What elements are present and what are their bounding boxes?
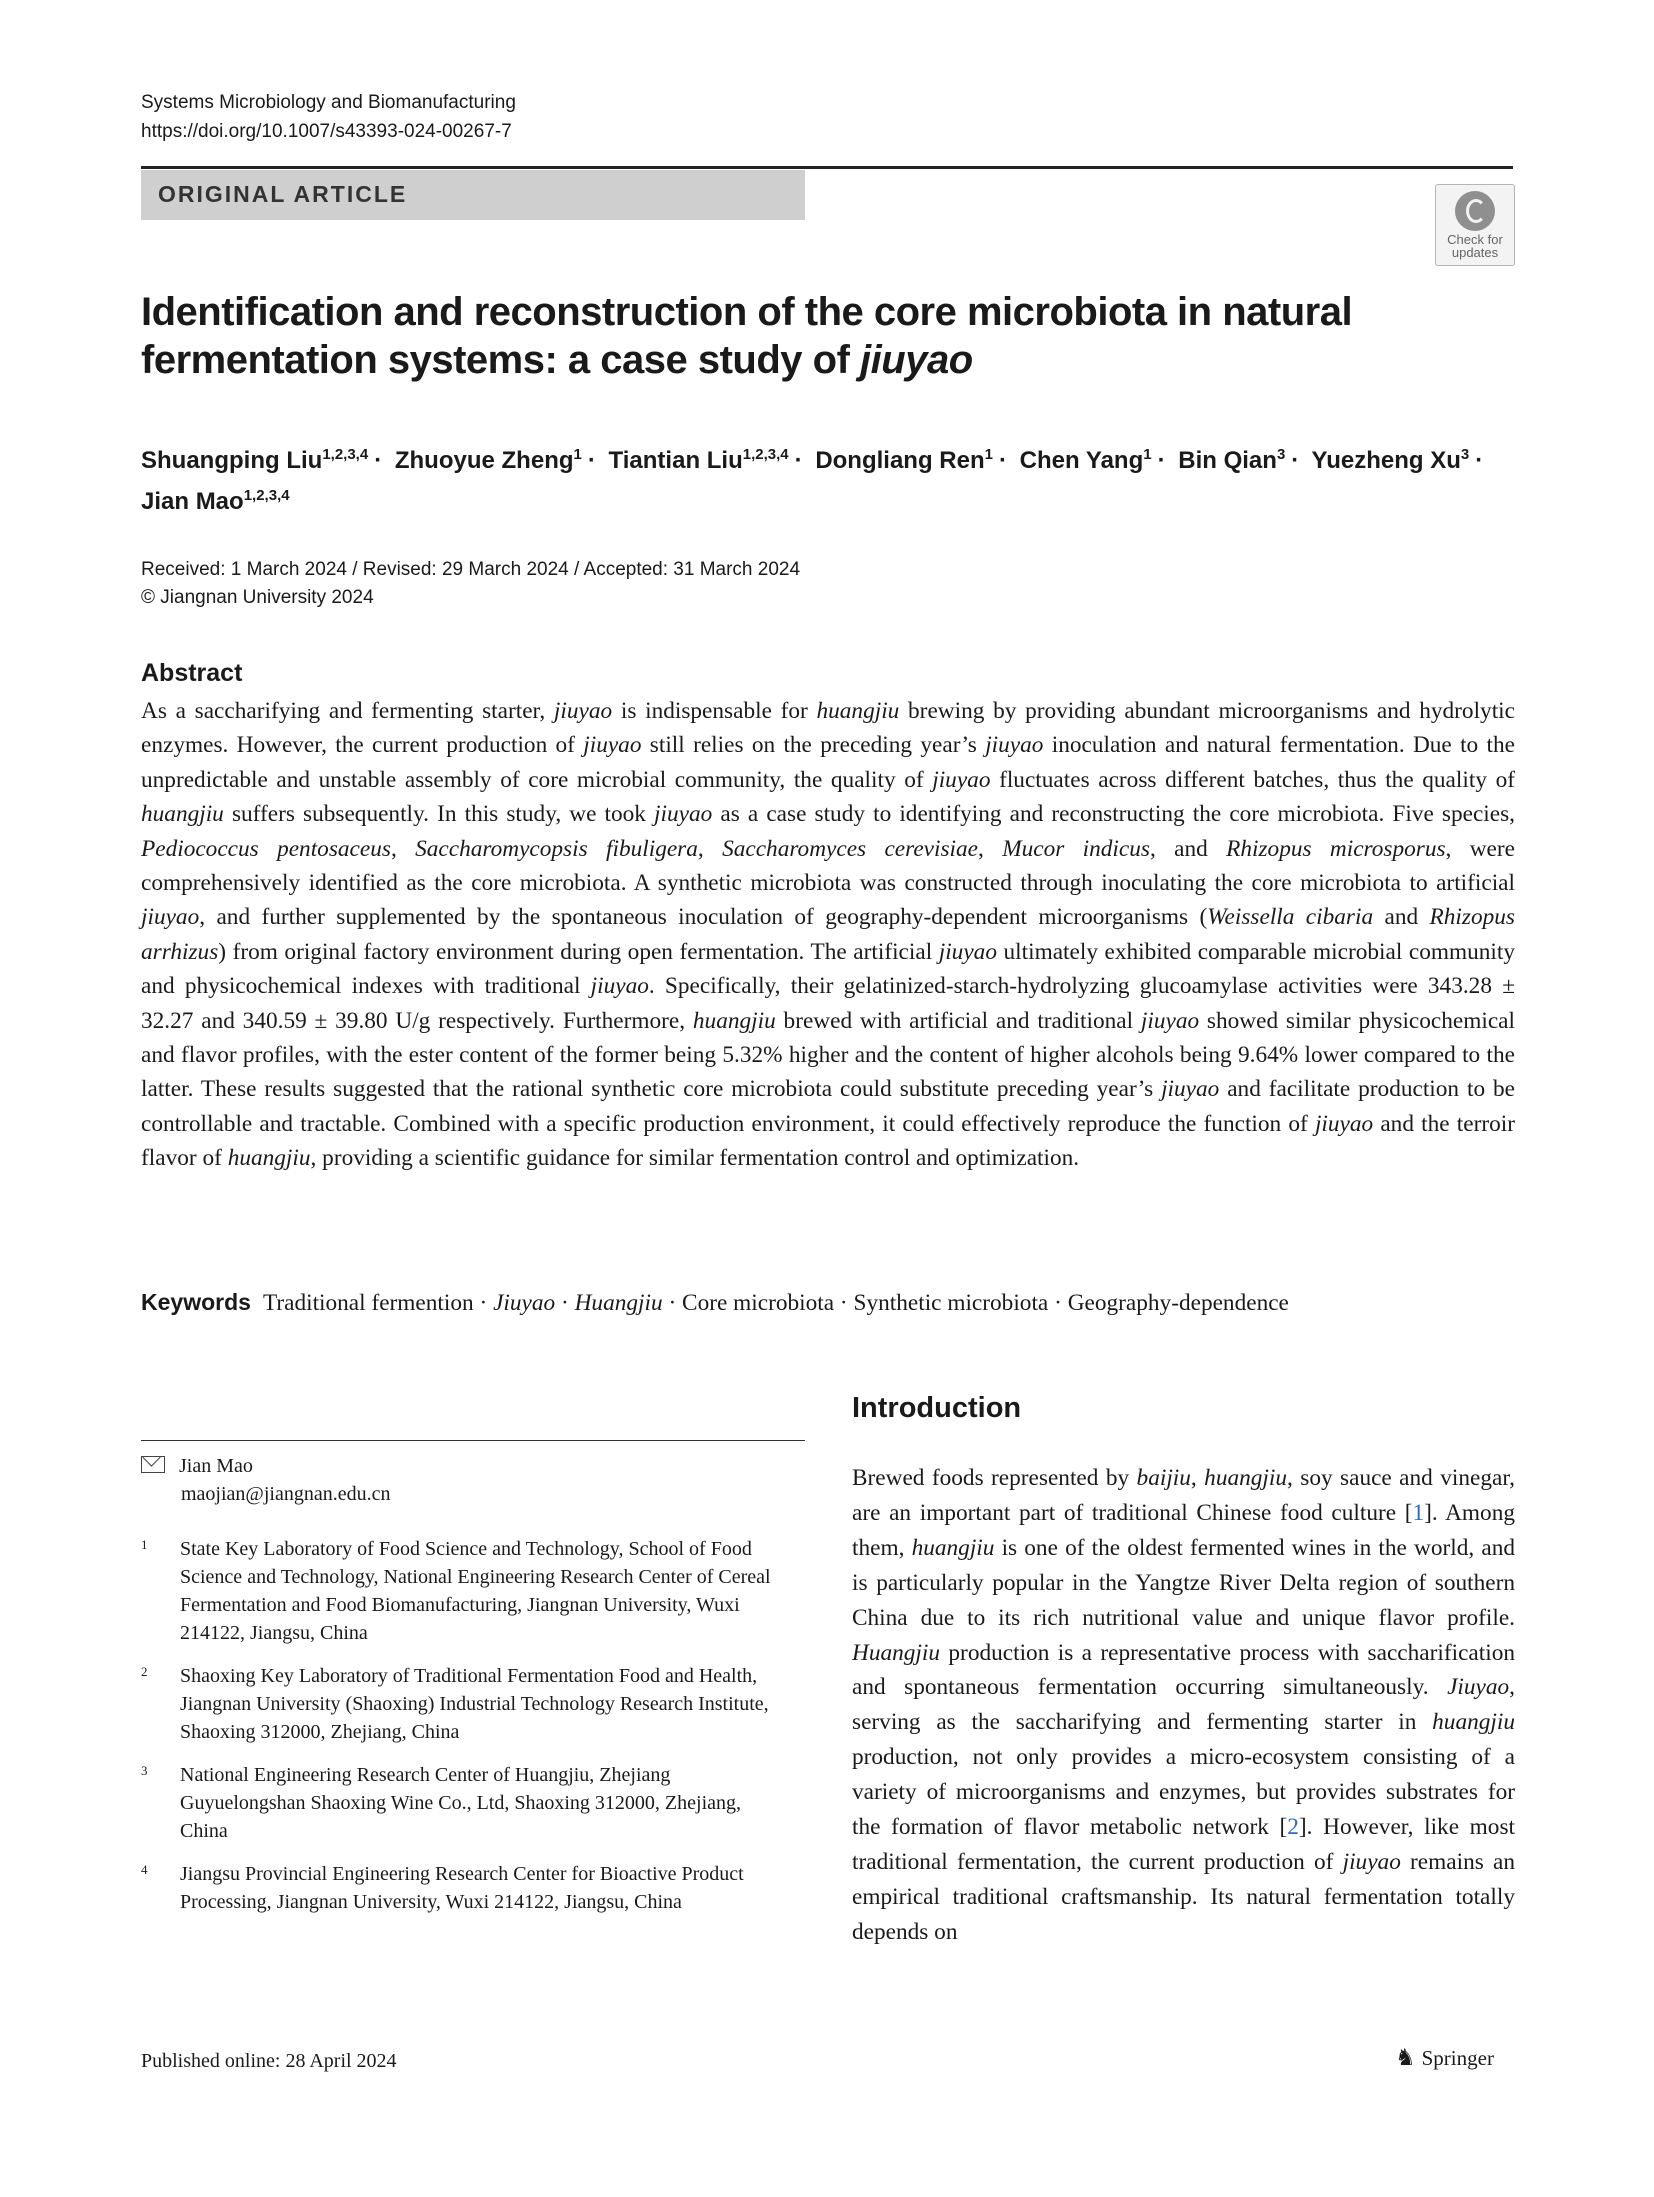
corresponding-email[interactable]: maojian@jiangnan.edu.cn xyxy=(181,1483,391,1505)
keyword: Geography-dependence xyxy=(1067,1290,1289,1316)
affiliation xyxy=(141,1535,781,1647)
journal-name: Systems Microbiology and Biomanufacturing xyxy=(141,92,516,113)
italic-term: huangjiu xyxy=(227,1145,311,1172)
author-name: Chen Yang xyxy=(1019,447,1144,474)
keyword: Traditional fermention xyxy=(262,1290,474,1316)
text-run: and facilitate production to be controllable and tractable. Combined with a specific production environment, it could effectively reproduce the function of xyxy=(141,1076,1515,1137)
author[interactable] xyxy=(141,447,368,474)
author-separator: · xyxy=(998,447,1007,474)
author-affiliation-marks: 3 xyxy=(1276,446,1286,463)
author[interactable] xyxy=(815,447,993,474)
envelope-icon xyxy=(141,1456,165,1473)
publisher-logo xyxy=(1395,2045,1494,2071)
italic-term: jiuyao xyxy=(654,801,713,828)
italic-term: jiuyao xyxy=(938,938,997,965)
author[interactable] xyxy=(1020,447,1152,474)
text-run: production is a representative process with saccharification and spontaneous fermentation occurring simultaneously. xyxy=(852,1639,1515,1701)
doi-link[interactable]: https://doi.org/10.1007/s43393-024-00267-7 xyxy=(141,121,512,142)
check-for-updates-badge[interactable] xyxy=(1435,184,1515,266)
italic-term: Mucor indicus xyxy=(1002,835,1150,862)
author-name: Zhuoyue Zheng xyxy=(394,447,574,474)
affiliation xyxy=(141,1761,781,1845)
affiliation-number: 4 xyxy=(141,1862,148,1877)
keyword: Synthetic microbiota xyxy=(853,1290,1049,1316)
text-run: is indispensable for xyxy=(612,698,817,724)
affiliation xyxy=(141,1662,781,1746)
affiliation-text: National Engineering Research Center of Huangjiu, Zhejiang Guyuelongshan Shaoxing Wine Co., Ltd, Shaoxing 312000, Zhejiang, China xyxy=(180,1764,741,1842)
text-run: inoculation and natural fermentation. Due to the unpredictable and unstable assembly of core microbial community, the quality of xyxy=(141,732,1515,793)
author-affiliation-marks: 1,2,3,4 xyxy=(243,487,290,504)
author-name: Bin Qian xyxy=(1178,447,1277,474)
author[interactable] xyxy=(1312,447,1470,474)
italic-term: Jiuyao xyxy=(1447,1674,1510,1701)
text-run: still relies on the preceding year’s xyxy=(641,732,986,759)
author[interactable] xyxy=(1178,447,1285,474)
text-run: brewing by providing abundant microorganisms and hydrolytic enzymes. However, the current production of xyxy=(141,698,1515,759)
text-run: , serving as the saccharifying and fermenting starter in xyxy=(852,1674,1515,1736)
italic-term: jiuyao xyxy=(590,973,649,1000)
author-name: Tiantian Liu xyxy=(608,447,743,474)
italic-term: huangjiu xyxy=(1432,1709,1515,1736)
italic-term: Rhizopus microsporus xyxy=(1226,835,1446,862)
author[interactable] xyxy=(395,447,582,474)
italic-term: Pediococcus pentosaceus xyxy=(141,835,391,862)
text-run: . Specifically, their gelatinized-starch-hydrolyzing glucoamylase activities were 343.28 ± 32.27 and 340.59 ± 39.80 U/g respectively. Furthermore, xyxy=(141,973,1515,1034)
italic-term: jiuyao xyxy=(1342,1848,1401,1875)
author-name: Shuangping Liu xyxy=(141,447,323,474)
author-separator: · xyxy=(587,447,596,474)
text-run: remains an empirical traditional craftsmanship. Its natural fermentation totally depends on xyxy=(852,1848,1515,1945)
abstract-body xyxy=(141,694,1515,1176)
text-run: , xyxy=(390,835,416,862)
affiliation-number: 3 xyxy=(141,1763,148,1778)
italic-term: jiuyao xyxy=(932,766,991,793)
italic-term: huangjiu xyxy=(141,801,224,828)
text-run: , were comprehensively identified as the core microbiota. A synthetic microbiota was constructed through inoculating the core microbiota to artificial xyxy=(141,835,1515,897)
italic-term: Saccharomyces cerevisiae xyxy=(722,835,979,862)
title-italic: jiuyao xyxy=(860,338,973,382)
copyright: © Jiangnan University 2024 xyxy=(141,587,374,608)
text-run: , xyxy=(978,835,1003,862)
check-updates-line2: updates xyxy=(1451,245,1499,260)
keyword: Core microbiota xyxy=(682,1290,835,1316)
keywords-list xyxy=(263,1290,1289,1316)
keyword-separator: · xyxy=(662,1290,683,1316)
introduction-heading: Introduction xyxy=(852,1392,1022,1424)
keywords xyxy=(141,1286,1521,1319)
publication-dates xyxy=(141,556,800,612)
text-run: ) from original factory environment during open fermentation. The artificial xyxy=(218,938,939,965)
italic-term: Rhizopus arrhizus xyxy=(141,904,1515,965)
text-run: as a case study to identifying and reconstructing the core microbiota. Five species, xyxy=(712,801,1515,828)
text-run: ultimately exhibited comparable microbial community and physicochemical indexes with traditional xyxy=(141,938,1515,1000)
italic-term: huangjiu xyxy=(816,698,900,724)
text-run: , xyxy=(1190,1465,1205,1491)
citation-link[interactable]: 1 xyxy=(1412,1499,1425,1526)
italic-term: jiuyao xyxy=(1314,1110,1374,1137)
title-text: Identification and reconstruction of the core microbiota in natural fermentation systems: a case study of xyxy=(141,290,1353,382)
author-separator: · xyxy=(1475,447,1484,474)
text-run: and the terroir flavor of xyxy=(141,1110,1515,1172)
history-dates: Received: 1 March 2024 / Revised: 29 March 2024 / Accepted: 31 March 2024 xyxy=(141,559,801,580)
footnote-rule xyxy=(141,1440,805,1441)
text-run: , providing a scientific guidance for similar fermentation control and optimization. xyxy=(310,1145,1080,1172)
introduction-body xyxy=(852,1461,1515,1950)
keyword-separator: · xyxy=(834,1290,854,1316)
italic-term: jiuyao xyxy=(141,904,200,931)
italic-term: Saccharomycopsis fibuligera xyxy=(415,835,698,862)
text-run: ]. Among them, xyxy=(852,1499,1516,1561)
author-list xyxy=(141,437,1521,519)
author-affiliation-marks: 1 xyxy=(984,446,993,463)
check-updates-icon xyxy=(1455,191,1495,231)
italic-term: baijiu xyxy=(1136,1465,1191,1491)
author-affiliation-marks: 1 xyxy=(1143,446,1152,463)
italic-term: jiuyao xyxy=(985,732,1044,759)
text-run: , xyxy=(697,835,723,862)
abstract-heading: Abstract xyxy=(141,659,243,687)
author-separator: · xyxy=(794,447,803,474)
italic-term: Huangjiu xyxy=(852,1639,941,1666)
corresponding-author xyxy=(141,1452,390,1508)
keyword-separator: · xyxy=(473,1290,494,1316)
springer-horse-icon: ♞ xyxy=(1395,2045,1416,2070)
author-separator: · xyxy=(374,447,383,474)
author-affiliation-marks: 1 xyxy=(573,446,582,463)
author[interactable] xyxy=(141,488,290,515)
keyword: Jiuyao xyxy=(493,1290,556,1316)
affiliation-text: Jiangsu Provincial Engineering Research Center for Bioactive Product Processing, Jiangnan University, Wuxi 214122, Jiangsu, China xyxy=(180,1863,744,1913)
text-run: brewed with artificial and traditional xyxy=(775,1007,1141,1034)
keyword-separator: · xyxy=(1048,1290,1068,1316)
keywords-heading: Keywords xyxy=(141,1289,251,1315)
author-name: Dongliang Ren xyxy=(815,447,985,474)
author-name: Jian Mao xyxy=(141,488,244,515)
article-type-label: ORIGINAL ARTICLE xyxy=(158,181,408,207)
corresponding-name: Jian Mao xyxy=(179,1455,253,1477)
affiliation-number: 2 xyxy=(141,1664,148,1679)
text-run: , soy sauce and vinegar, are an important part of traditional Chinese food culture [ xyxy=(852,1465,1515,1526)
header-rule xyxy=(141,166,1513,169)
affiliation xyxy=(141,1860,781,1916)
published-online: Published online: 28 April 2024 xyxy=(141,2050,397,2072)
italic-term: huangjiu xyxy=(911,1534,995,1561)
keyword-separator: · xyxy=(555,1290,575,1316)
keyword: Huangjiu xyxy=(574,1290,663,1316)
author-separator: · xyxy=(1291,447,1300,474)
citation-link[interactable]: 2 xyxy=(1287,1814,1299,1841)
text-run: is one of the oldest fermented wines in the world, and is particularly popular in the Yangtze River Delta region of southern China due to its rich nutritional value and unique flavor profile. xyxy=(852,1534,1516,1631)
affiliation-number: 1 xyxy=(141,1537,148,1552)
author-separator: · xyxy=(1157,447,1166,474)
italic-term: huangjiu xyxy=(692,1007,776,1034)
text-run: ]. However, like most traditional fermentation, the current production of xyxy=(852,1814,1515,1875)
author-affiliation-marks: 1,2,3,4 xyxy=(322,446,369,463)
italic-term: huangjiu xyxy=(1204,1465,1288,1491)
check-updates-line1: Check for xyxy=(1447,232,1503,247)
author[interactable] xyxy=(609,447,789,474)
text-run: As a saccharifying and fermenting starter, xyxy=(141,698,554,724)
italic-term: jiuyao xyxy=(583,732,642,759)
affiliation-text: Shaoxing Key Laboratory of Traditional Fermentation Food and Health, Jiangnan University (Shaoxing) Industrial Technology Research Institute, Shaoxing 312000, Zhejiang, China xyxy=(180,1665,769,1743)
text-run: showed similar physicochemical and flavor profiles, with the ester content of the former being 5.32% higher and the content of higher alcohols being 9.64% lower compared to the latter. These results suggested that the rational synthetic core microbiota could substitute preceding year’s xyxy=(141,1007,1515,1103)
text-run: and xyxy=(1373,904,1430,931)
italic-term: jiuyao xyxy=(1161,1076,1220,1103)
italic-term: jiuyao xyxy=(1140,1007,1200,1034)
affiliation-text: State Key Laboratory of Food Science and Technology, School of Food Science and Technology, National Engineering Research Center of Cereal Fermentation and Food Biomanufacturing, Jiangnan University, Wuxi 214122, Jiangsu, China xyxy=(180,1538,771,1644)
author-name: Yuezheng Xu xyxy=(1311,447,1461,474)
text-run: , and further supplemented by the spontaneous inoculation of geography-dependent microorganisms ( xyxy=(199,904,1208,931)
text-run: Brewed foods represented by xyxy=(852,1465,1137,1491)
article-title xyxy=(141,288,1521,384)
text-run: suffers subsequently. In this study, we took xyxy=(223,801,655,828)
italic-term: Weissella cibaria xyxy=(1207,904,1374,931)
affiliations xyxy=(141,1535,781,1931)
publisher-name: Springer xyxy=(1421,2046,1494,2070)
text-run: production, not only provides a micro-ecosystem consisting of a variety of microorganisms and enzymes, but provides substrates for the formation of flavor metabolic network [ xyxy=(852,1744,1515,1841)
journal-header xyxy=(141,88,516,146)
text-run: fluctuates across different batches, thus the quality of xyxy=(990,766,1515,793)
text-run: , and xyxy=(1149,835,1227,862)
author-affiliation-marks: 1,2,3,4 xyxy=(742,446,789,463)
author-affiliation-marks: 3 xyxy=(1460,446,1470,463)
italic-term: jiuyao xyxy=(553,698,613,724)
